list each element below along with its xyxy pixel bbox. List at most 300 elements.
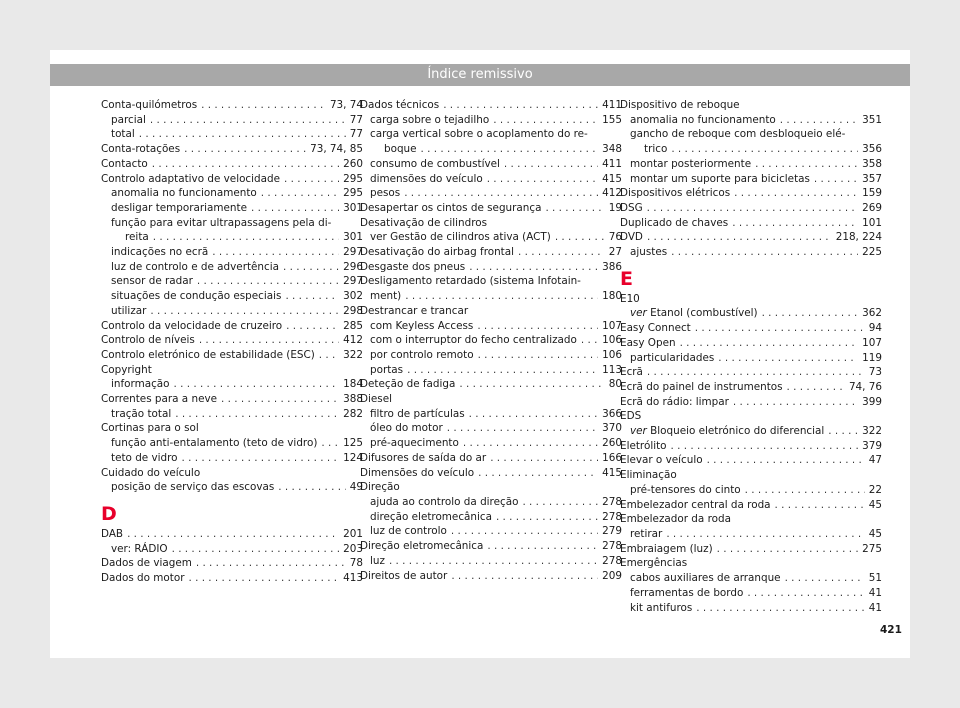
index-term: ver: RÁDIO — [111, 542, 168, 555]
page-reference: 203 — [343, 542, 363, 555]
page-reference: 415 — [602, 172, 622, 185]
index-term: Ecrã do rádio: limpar — [620, 395, 729, 408]
index-term: Cuidado do veículo — [101, 466, 201, 479]
index-term: ajuda ao controlo da direção — [370, 495, 519, 508]
index-entry — [620, 601, 882, 616]
index-heading — [620, 409, 882, 424]
index-entry — [101, 333, 363, 348]
page-reference: 94 — [868, 322, 882, 335]
index-term: Copyright — [101, 363, 152, 376]
dot-leader — [666, 527, 864, 542]
see-reference: ver — [630, 425, 647, 438]
index-term: sensor de radar — [111, 275, 193, 288]
page-reference: 322 — [343, 348, 363, 361]
index-term: Eletrólito — [620, 439, 667, 452]
index-entry — [101, 556, 363, 571]
dot-leader — [150, 113, 346, 128]
dot-leader — [150, 304, 339, 319]
index-term: Difusores de saída do ar — [360, 451, 487, 464]
page-reference: 260 — [602, 437, 622, 450]
page-reference: 45 — [868, 527, 882, 540]
index-term: teto de vidro — [111, 451, 178, 464]
index-term: Dados técnicos — [360, 99, 440, 111]
index-entry — [101, 245, 363, 260]
page-reference: 278 — [602, 554, 622, 567]
index-term: ferramentas de bordo — [630, 586, 744, 599]
dot-leader — [717, 542, 859, 557]
page-reference: 106 — [602, 334, 622, 347]
page-reference: 412 — [343, 334, 363, 347]
page-reference: 388 — [343, 393, 363, 406]
index-term: Elevar o veículo — [620, 454, 703, 467]
index-column-2 — [360, 98, 622, 583]
index-entry — [620, 351, 882, 366]
page-reference: 356 — [862, 143, 882, 156]
page-reference: 47 — [868, 454, 882, 467]
dot-leader — [671, 439, 859, 454]
page-reference: 73 — [868, 366, 882, 379]
index-term: DSG — [620, 201, 643, 214]
dot-leader — [172, 542, 340, 557]
dot-leader — [201, 98, 326, 113]
index-term: Desativação do airbag frontal — [360, 246, 515, 259]
index-entry — [101, 392, 363, 407]
dot-leader — [139, 127, 346, 142]
dot-leader — [828, 424, 858, 439]
page-reference: 77 — [349, 113, 363, 126]
page-reference: 278 — [602, 510, 622, 523]
index-term: Correntes para a neve — [101, 393, 218, 406]
page-reference: 366 — [602, 407, 622, 420]
index-entry — [101, 480, 363, 495]
index-entry — [360, 421, 622, 436]
page-reference: 411 — [602, 99, 622, 111]
index-entry — [620, 439, 882, 454]
see-reference: ver — [630, 307, 647, 320]
index-term: Bloqueio eletrónico do diferencial — [650, 425, 825, 438]
index-entry — [101, 230, 363, 245]
dot-leader — [451, 569, 598, 584]
index-heading — [360, 392, 622, 407]
page-reference: 225 — [862, 246, 882, 259]
index-term: anomalia no funcionamento — [111, 187, 257, 200]
page-reference: 322 — [862, 425, 882, 438]
index-heading — [620, 556, 882, 571]
dot-leader — [647, 365, 865, 380]
page-reference: 295 — [343, 187, 363, 200]
page-reference: 51 — [868, 572, 882, 585]
index-entry — [101, 348, 363, 363]
page-reference: 279 — [602, 525, 622, 538]
index-term: óleo do motor — [370, 422, 443, 435]
dot-leader — [152, 157, 339, 172]
index-heading — [620, 127, 882, 142]
index-term: luz de controlo e de advertência — [111, 260, 279, 273]
dot-leader — [404, 186, 598, 201]
page-reference: 413 — [343, 572, 363, 585]
page-reference: 399 — [862, 395, 882, 408]
page-reference: 80 — [608, 378, 622, 391]
page-reference: 298 — [343, 304, 363, 317]
index-entry — [620, 483, 882, 498]
index-term: direção eletromecânica — [370, 510, 492, 523]
index-term: Easy Connect — [620, 322, 691, 335]
index-entry — [620, 365, 882, 380]
index-term: pesos — [370, 187, 401, 200]
index-entry — [620, 380, 882, 395]
index-entry — [360, 142, 622, 157]
page-reference: 76 — [608, 231, 622, 244]
dot-leader — [478, 466, 598, 481]
index-entry — [620, 230, 882, 245]
index-term: Controlo de níveis — [101, 334, 195, 347]
dot-leader — [671, 142, 858, 157]
dot-leader — [780, 113, 858, 128]
index-entry — [360, 363, 622, 378]
index-entry — [101, 172, 363, 187]
index-entry — [360, 569, 622, 584]
page-reference: 269 — [862, 201, 882, 214]
dot-leader — [443, 98, 598, 113]
index-term: boque — [384, 143, 417, 156]
index-term: Conta-rotações — [101, 143, 181, 156]
dot-leader — [469, 260, 598, 275]
index-entry — [101, 98, 363, 113]
dot-leader — [734, 186, 858, 201]
page-reference: 74, 76 — [848, 380, 882, 393]
index-term: com Keyless Access — [370, 319, 474, 332]
index-term: filtro de partículas — [370, 407, 465, 420]
index-term: luz de controlo — [370, 525, 447, 538]
index-term: Dispositivo de reboque — [620, 99, 740, 111]
index-entry — [620, 306, 882, 321]
index-term: anomalia no funcionamento — [630, 113, 776, 126]
index-heading — [101, 421, 363, 436]
dot-leader — [285, 289, 339, 304]
page-reference: 297 — [343, 275, 363, 288]
index-term: Conta-quilómetros — [101, 99, 198, 111]
page-reference: 282 — [343, 407, 363, 420]
index-term: informação — [111, 378, 170, 391]
page-reference: 73, 74, 85 — [310, 143, 363, 156]
index-term: Emergências — [620, 557, 688, 570]
index-entry — [620, 157, 882, 172]
page-reference: 78 — [349, 557, 363, 570]
index-term: Deteção de fadiga — [360, 378, 456, 391]
index-term: Direitos de autor — [360, 569, 448, 582]
page-reference: 77 — [349, 128, 363, 141]
index-term: particularidades — [630, 351, 715, 364]
dot-leader — [762, 306, 859, 321]
page-reference: 107 — [862, 336, 882, 349]
index-term: Dispositivos elétricos — [620, 187, 731, 200]
index-entry — [620, 321, 882, 336]
index-entry — [101, 304, 363, 319]
index-term: função anti-entalamento (teto de vidro) — [111, 437, 318, 450]
dot-leader — [175, 407, 339, 422]
page-reference: 218, 224 — [835, 231, 882, 244]
index-heading — [360, 127, 622, 142]
page-reference: 386 — [602, 260, 622, 273]
index-entry — [620, 542, 882, 557]
page-reference: 209 — [602, 569, 622, 582]
index-entry — [620, 395, 882, 410]
dot-leader — [197, 274, 339, 289]
dot-leader — [188, 571, 339, 586]
index-term: portas — [370, 363, 404, 376]
dot-leader — [284, 172, 339, 187]
index-term: carga vertical sobre o acoplamento do re- — [370, 128, 588, 141]
index-term: utilizar — [111, 304, 147, 317]
section-letter: D — [101, 502, 117, 525]
page-reference: 302 — [343, 290, 363, 303]
page-reference: 49 — [349, 481, 363, 494]
index-term: Desapertar os cintos de segurança — [360, 201, 542, 214]
dot-leader — [321, 436, 339, 451]
dot-leader — [718, 351, 858, 366]
index-term: total — [111, 128, 135, 141]
dot-leader — [421, 142, 599, 157]
dot-leader — [447, 421, 598, 436]
index-entry — [360, 348, 622, 363]
dot-leader — [182, 451, 340, 466]
dot-leader — [469, 407, 598, 422]
index-term: montar um suporte para bicicletas — [630, 172, 810, 185]
index-term: montar posteriormente — [630, 157, 752, 170]
index-heading — [620, 512, 882, 527]
index-entry — [620, 336, 882, 351]
index-entry — [620, 527, 882, 542]
index-heading — [101, 363, 363, 378]
index-term: reita — [125, 231, 149, 244]
page-reference: 412 — [602, 187, 622, 200]
index-term: pré-tensores do cinto — [630, 483, 741, 496]
page-reference: 159 — [862, 187, 882, 200]
dot-leader — [695, 321, 865, 336]
index-heading — [360, 480, 622, 495]
index-entry — [620, 424, 882, 439]
index-entry — [360, 451, 622, 466]
index-entry — [101, 260, 363, 275]
index-term: Embraiagem (luz) — [620, 542, 713, 555]
page-reference: 180 — [602, 290, 622, 303]
index-heading — [360, 274, 622, 289]
index-term: indicações no ecrã — [111, 246, 209, 259]
dot-leader — [463, 436, 598, 451]
dot-leader — [221, 392, 339, 407]
index-term: situações de condução especiais — [111, 290, 282, 303]
index-heading — [360, 304, 622, 319]
dot-leader — [487, 172, 598, 187]
index-term: gancho de reboque com desbloqueio elé- — [630, 128, 846, 141]
index-term: Dados de viagem — [101, 557, 192, 570]
index-term: trico — [644, 143, 668, 156]
dot-leader — [199, 333, 339, 348]
page-reference: 296 — [343, 260, 363, 273]
index-term: Dimensões do veículo — [360, 466, 475, 479]
index-entry — [101, 527, 363, 542]
dot-leader — [478, 348, 599, 363]
page-reference: 301 — [343, 231, 363, 244]
index-term: Duplicado de chaves — [620, 216, 729, 229]
index-term: Contacto — [101, 157, 148, 170]
page-title: Índice remissivo — [427, 67, 533, 82]
index-term: pré-aquecimento — [370, 437, 459, 450]
index-term: Eliminação — [620, 469, 677, 482]
index-entry — [101, 289, 363, 304]
index-term: Desativação de cilindros — [360, 216, 488, 229]
page-reference: 358 — [862, 157, 882, 170]
index-entry — [360, 333, 622, 348]
index-entry — [360, 98, 622, 113]
page-number: 421 — [880, 624, 902, 636]
index-term: Direção eletromecânica — [360, 540, 484, 553]
dot-leader — [545, 201, 604, 216]
index-entry — [620, 172, 882, 187]
index-heading — [101, 466, 363, 481]
page-reference: 295 — [343, 172, 363, 185]
index-entry — [360, 377, 622, 392]
dot-leader — [196, 556, 346, 571]
page-reference: 351 — [862, 113, 882, 126]
index-entry — [620, 113, 882, 128]
index-term: retirar — [630, 527, 663, 540]
dot-leader — [518, 245, 605, 260]
dot-leader — [261, 186, 339, 201]
index-heading — [620, 292, 882, 307]
index-entry — [360, 289, 622, 304]
index-term: Ecrã do painel de instrumentos — [620, 380, 783, 393]
page-reference: 155 — [602, 113, 622, 126]
page-reference: 275 — [862, 542, 882, 555]
dot-leader — [278, 480, 346, 495]
index-entry — [620, 453, 882, 468]
dot-leader — [647, 230, 832, 245]
page-reference: 45 — [868, 498, 882, 511]
index-entry — [101, 436, 363, 451]
index-term: posição de serviço das escovas — [111, 481, 275, 494]
index-entry — [360, 319, 622, 334]
index-term: kit antifuros — [630, 601, 693, 614]
page-reference: 201 — [343, 527, 363, 540]
index-term: dimensões do veículo — [370, 172, 483, 185]
page-reference: 106 — [602, 348, 622, 361]
index-entry — [101, 142, 363, 157]
page-reference: 411 — [602, 157, 622, 170]
page-reference: 301 — [343, 201, 363, 214]
index-column-1 — [101, 98, 363, 586]
page-reference: 22 — [868, 483, 882, 496]
index-entry — [360, 186, 622, 201]
section-letter: E — [620, 267, 633, 290]
page-reference: 73, 74 — [329, 99, 363, 111]
index-entry — [620, 142, 882, 157]
index-term: ver Gestão de cilindros ativa (ACT) — [370, 231, 551, 244]
dot-leader — [451, 524, 598, 539]
index-term: consumo de combustível — [370, 157, 500, 170]
page-reference: 297 — [343, 246, 363, 259]
dot-leader — [755, 157, 858, 172]
index-term: Direção — [360, 481, 400, 494]
index-term: Desgaste dos pneus — [360, 260, 466, 273]
index-term: DAB — [101, 527, 124, 540]
page-reference: 119 — [862, 351, 882, 364]
index-entry — [360, 510, 622, 525]
dot-leader — [212, 245, 339, 260]
index-term: tração total — [111, 407, 172, 420]
page-reference: 415 — [602, 466, 622, 479]
dot-leader — [787, 380, 845, 395]
dot-leader — [747, 586, 864, 601]
page-reference: 27 — [608, 246, 622, 259]
index-entry — [101, 451, 363, 466]
index-entry — [620, 498, 882, 513]
index-heading — [360, 216, 622, 231]
dot-leader — [581, 333, 598, 348]
index-entry — [101, 186, 363, 201]
index-heading — [620, 98, 882, 113]
index-term: E10 — [620, 292, 640, 305]
index-entry — [360, 260, 622, 275]
dot-leader — [555, 230, 605, 245]
index-entry — [360, 201, 622, 216]
dot-leader — [487, 539, 598, 554]
page-reference: 357 — [862, 172, 882, 185]
dot-leader — [733, 395, 858, 410]
index-term: Dados do motor — [101, 572, 185, 585]
page-reference: 260 — [343, 157, 363, 170]
dot-leader — [680, 336, 859, 351]
page-reference: 379 — [862, 439, 882, 452]
index-term: carga sobre o tejadilho — [370, 113, 490, 126]
index-term: Embelezador central da roda — [620, 498, 771, 511]
index-entry — [101, 127, 363, 142]
dot-leader — [407, 363, 598, 378]
index-term: Diesel — [360, 393, 392, 406]
index-term: desligar temporariamente — [111, 201, 247, 214]
dot-leader — [389, 554, 598, 569]
index-heading — [620, 468, 882, 483]
index-column-3 — [620, 98, 882, 615]
index-entry — [101, 542, 363, 557]
index-term: Controlo eletrónico de estabilidade (ESC) — [101, 348, 315, 361]
index-term: Ecrã — [620, 366, 643, 379]
index-entry — [360, 554, 622, 569]
page-reference: 41 — [868, 586, 882, 599]
index-term: parcial — [111, 113, 146, 126]
index-term: Easy Open — [620, 336, 676, 349]
page-reference: 124 — [343, 451, 363, 464]
dot-leader — [647, 201, 859, 216]
index-term: luz — [370, 554, 385, 567]
dot-leader — [184, 142, 306, 157]
dot-leader — [496, 510, 598, 525]
index-term: com o interruptor do fecho centralizado — [370, 334, 577, 347]
page-reference: 101 — [862, 216, 882, 229]
index-entry — [360, 157, 622, 172]
index-term: Cortinas para o sol — [101, 422, 199, 435]
dot-leader — [775, 498, 865, 513]
index-entry — [360, 407, 622, 422]
index-entry — [360, 539, 622, 554]
page-reference: 107 — [602, 319, 622, 332]
index-entry — [101, 407, 363, 422]
index-entry — [620, 201, 882, 216]
index-term: Destrancar e trancar — [360, 304, 469, 317]
index-entry — [101, 157, 363, 172]
page-reference: 184 — [343, 378, 363, 391]
dot-leader — [504, 157, 598, 172]
